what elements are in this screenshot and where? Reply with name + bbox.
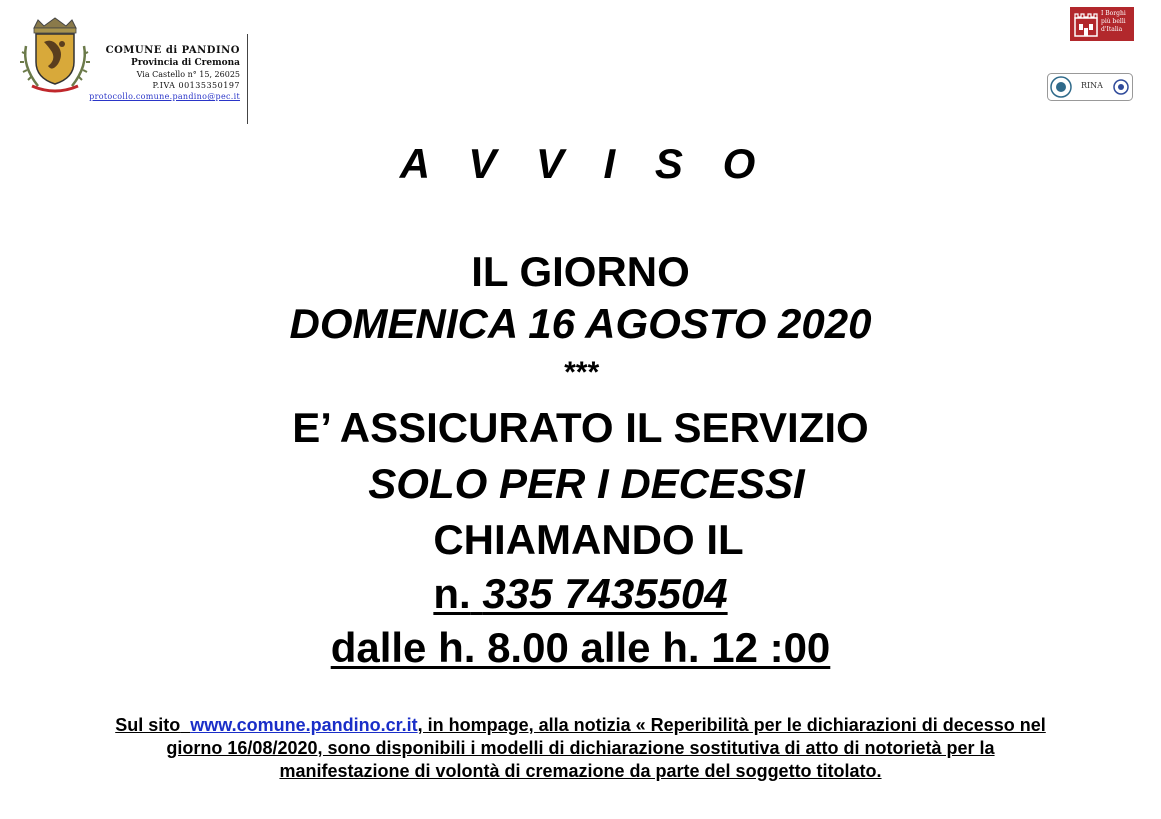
pec-email-link[interactable]: protocollo.comune.pandino@pec.it — [89, 92, 240, 101]
footer-text-line3: manifestazione di volontà di cremazione da parte del soggetto titolato. — [279, 761, 882, 781]
day-label: IL GIORNO — [471, 248, 690, 295]
separator-stars: *** — [562, 356, 599, 389]
organization-info — [62, 44, 240, 102]
borghi-logo-text: I Borghi più belli d'Italia — [1101, 10, 1126, 33]
header-divider — [247, 34, 248, 124]
notice-date: DOMENICA 16 AGOSTO 2020 — [289, 300, 872, 347]
calling-line: CHIAMANDO IL — [433, 516, 744, 563]
website-link[interactable]: www.comune.pandino.cr.it — [190, 715, 418, 735]
org-address: Via Castello n° 15, 26025 — [136, 70, 240, 79]
notice-title: A V V I S O — [399, 140, 770, 187]
hours-line — [0, 624, 1161, 672]
footer-note — [0, 714, 1161, 783]
borghi-italia-logo — [1070, 7, 1134, 41]
footer-text-line2: giorno 16/08/2020, sono disponibili i modelli di dichiarazione sostitutiva di atto di notorietà per la — [166, 738, 995, 758]
footer-text-start: Sul sito — [115, 715, 181, 735]
footer-text-line1: , in hompage, alla notizia « Reperibilità per le dichiarazioni di decesso nel — [417, 715, 1046, 735]
only-deaths-line: SOLO PER I DECESSI — [368, 460, 805, 507]
org-province: Provincia di Cremona — [131, 58, 240, 68]
castle-icon — [1073, 10, 1099, 38]
org-piva: P.IVA 00135350197 — [152, 81, 240, 90]
service-line: E’ ASSICURATO IL SERVIZIO — [292, 404, 869, 451]
org-name: COMUNE di PANDINO — [105, 45, 240, 56]
rina-certification-logo — [1047, 73, 1133, 101]
rina-logo-text: RINA — [1081, 81, 1103, 90]
phone-prefix: n. — [433, 570, 471, 617]
phone-number: 335 7435504 — [482, 570, 728, 617]
phone-line — [0, 570, 1161, 618]
hours-text: dalle h. 8.00 alle h. 12 :00 — [330, 624, 831, 671]
